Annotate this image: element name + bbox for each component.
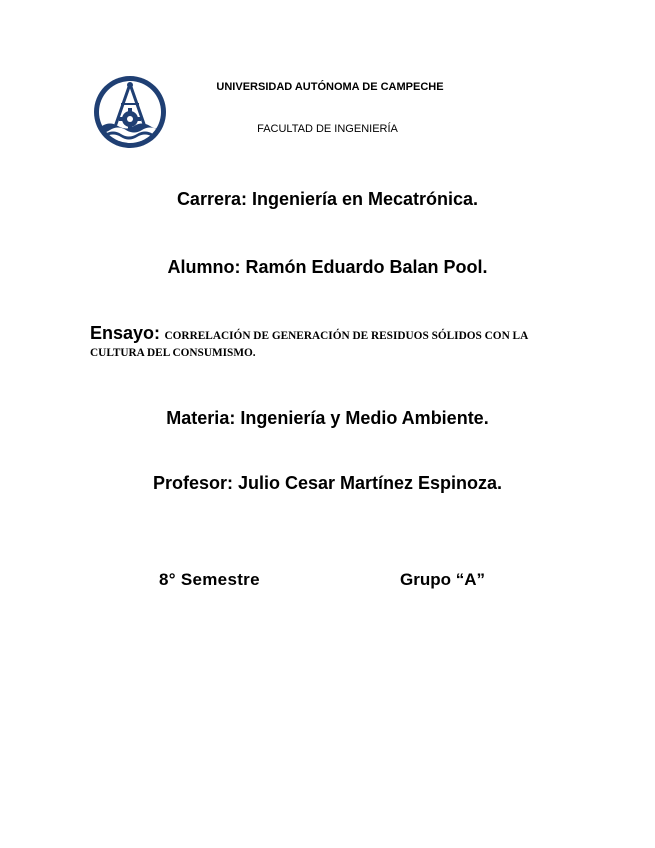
carrera-line: Carrera: Ingeniería en Mecatrónica.	[176, 189, 479, 209]
ensayo-block	[90, 325, 570, 361]
faculty-name: FACULTAD DE INGENIERÍA	[257, 123, 398, 135]
university-name: UNIVERSIDAD AUTÓNOMA DE CAMPECHE	[216, 81, 444, 93]
materia-line: Materia: Ingeniería y Medio Ambiente.	[166, 408, 489, 428]
ensayo-title: CORRELACIÓN DE GENERACIÓN DE RESIDUOS SÓLIDOS CON LA CULTURA DEL CONSUMISMO.	[90, 330, 528, 359]
profesor-line: Profesor: Julio Cesar Martínez Espinoza.	[152, 473, 503, 493]
semestre-label: 8° Semestre	[159, 570, 260, 589]
ensayo-label: Ensayo:	[90, 323, 161, 343]
alumno-line: Alumno: Ramón Eduardo Balan Pool.	[167, 257, 488, 277]
university-logo-icon	[92, 74, 168, 150]
grupo-label: Grupo “A”	[400, 570, 485, 589]
